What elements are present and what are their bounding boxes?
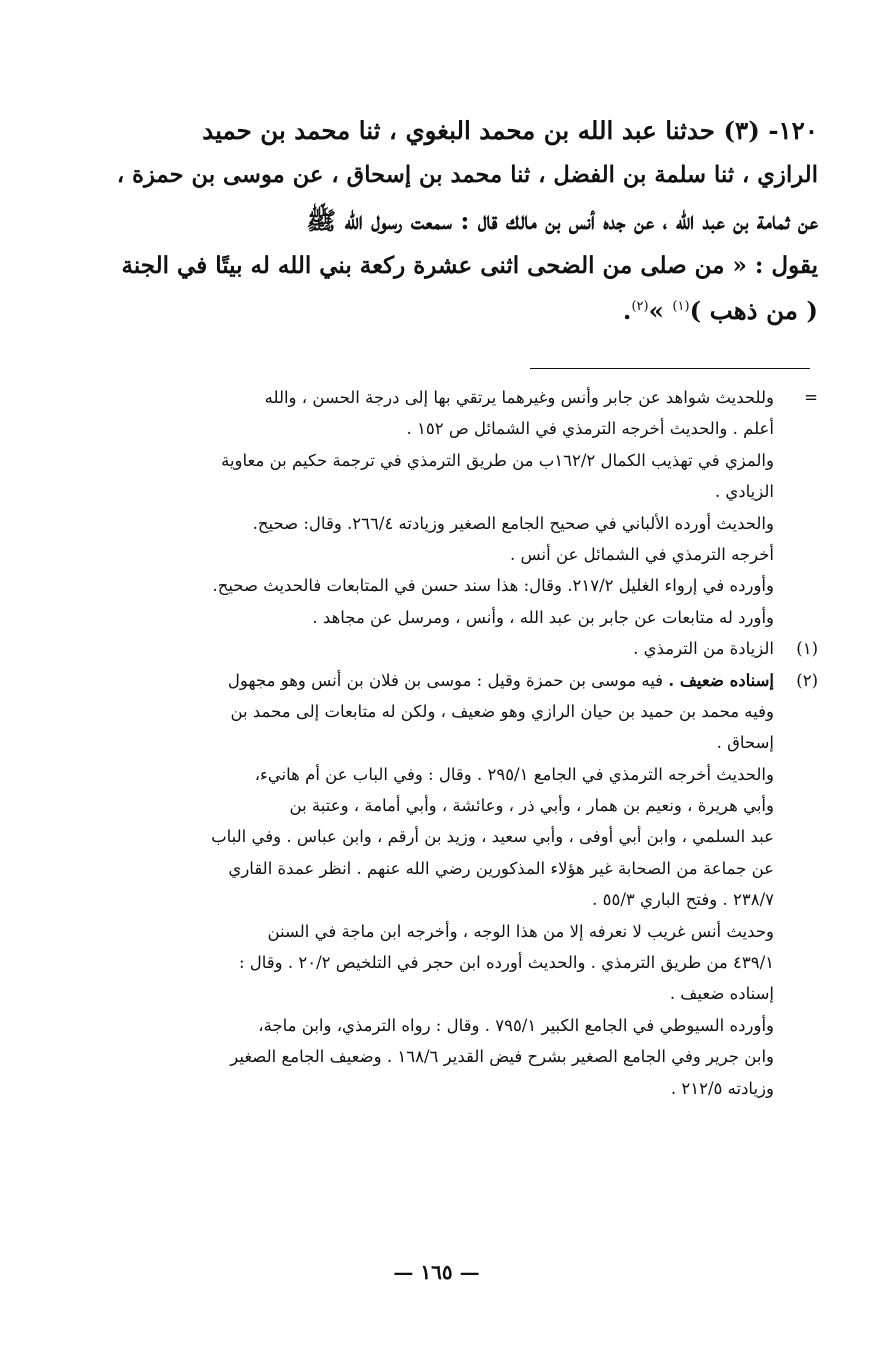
footnote-2-line-7: عن جماعة من الصحابة غير هؤلاء المذكورين رضي الله عنهم . انظر عمدة القاري xyxy=(228,858,774,878)
footnote-1-text: الزيادة من الترمذي . xyxy=(633,639,774,659)
fn-cont-text-1: وللحديث شواهد عن جابر وأنس وغيرهما يرتقي بها إلى درجة الحسن ، والله xyxy=(264,388,774,407)
footnote-2-line-9: وحديث أنس غريب لا نعرفه إلا من هذا الوجه ، وأخرجه ابن ماجة في السنن xyxy=(267,921,774,941)
fn-cont-line-4: الزيادي . xyxy=(714,482,774,502)
footnote-2-line-10: ٤٣٩/١ من طريق الترمذي . والحديث أورده ابن حجر في التلخيص ٢٠/٢ . وقال : xyxy=(238,953,774,973)
footnote-divider xyxy=(530,368,810,369)
main-line-5 xyxy=(118,288,818,333)
main-line-2: الرازي ، ثنا سلمة بن الفضل ، ثنا محمد بن إسحاق ، عن موسى بن حمزة ، xyxy=(116,162,818,188)
main-line-5-text: ( من ذهب ) xyxy=(689,296,818,325)
footnote-2-line-8: ٢٣٨/٧ . وفتح الباري ٥٥/٣ . xyxy=(592,890,774,910)
footnote-2-line-3: إسحاق . xyxy=(716,733,774,753)
main-line-1 xyxy=(118,108,818,153)
fn-cont-line-1 xyxy=(118,382,818,413)
footnote-2-text-1: فيه موسى بن حمزة وقيل : موسى بن فلان بن أنس وهو مجهول xyxy=(227,670,669,690)
fn-cont-line-5: والحديث أورده الألباني في صحيح الجامع الصغير وزيادته ٢٦٦/٤. وقال: صحيح. xyxy=(252,513,774,533)
hadith-number: ١٢٠- (٣) xyxy=(723,116,818,145)
hadith-main-text xyxy=(118,108,818,333)
page-number: — ١٦٥ — xyxy=(393,1260,480,1284)
footnote-2-bold: إسناده ضعيف . xyxy=(668,670,774,690)
footnote-2-line-13: وابن جرير وفي الجامع الصغير بشرح فيض القدير ١٦٨/٦ . وضعيف الجامع الصغير xyxy=(230,1047,774,1067)
footnote-2-line-5: وأبي هريرة ، ونعيم بن همار ، وأبي ذر ، وعائشة ، وأبي أمامة ، وعتبة بن xyxy=(289,796,774,816)
fn-cont-line-6: أخرجه الترمذي في الشمائل عن أنس . xyxy=(510,544,774,564)
footnote-1-marker: (١) xyxy=(796,639,818,659)
footnote-1 xyxy=(118,633,818,664)
footnote-2-line-14: وزيادته ٢١٢/٥ . xyxy=(670,1078,774,1098)
footnote-2-line-1 xyxy=(118,665,818,696)
fn-cont-line-2: أعلم . والحديث أخرجه الترمذي في الشمائل ص ١٥٢ . xyxy=(406,419,774,439)
footnote-ref-1: (١) xyxy=(672,298,690,314)
footnote-2-line-6: عبد السلمي ، وابن أبي أوفى ، وأبي سعيد ، وزيد بن أرقم ، وابن عباس . وفي الباب xyxy=(211,827,774,847)
continuation-marker: = xyxy=(804,388,818,407)
fn-cont-line-3: والمزي في تهذيب الكمال ١٦٢/٢ب من طريق الترمذي في ترجمة حكيم بن معاوية xyxy=(221,450,774,470)
main-line-4: يقول : « من صلى من الضحى اثنى عشرة ركعة بني الله له بيتًا في الجنة xyxy=(121,252,818,279)
fn-cont-line-7: وأورده في إرواء الغليل ٢١٧/٢. وقال: هذا سند حسن في المتابعات فالحديث صحيح. xyxy=(212,576,774,596)
footnote-2-line-12: وأورده السيوطي في الجامع الكبير ٧٩٥/١ . وقال : رواه الترمذي، وابن ماجة، xyxy=(258,1015,774,1035)
footnotes xyxy=(118,382,818,1104)
quote-close: » xyxy=(648,296,673,325)
footnote-2-line-11: إسناده ضعيف . xyxy=(669,984,774,1004)
main-line-3: عن ثمامة بن عبد الله ، عن جده أنس بن مالك قال : سمعت رسول الله ﷺ xyxy=(306,206,818,235)
footnote-2-line-4: والحديث أخرجه الترمذي في الجامع ٢٩٥/١ . وقال : وفي الباب عن أم هانيء، xyxy=(254,764,774,784)
main-line-1-text: حدثنا عبد الله بن محمد البغوي ، ثنا محمد بن حميد xyxy=(202,116,715,145)
footnote-ref-2: (٢) xyxy=(631,298,649,314)
line-end-dot: . xyxy=(622,296,632,325)
footnote-2-marker: (٢) xyxy=(796,670,818,690)
fn-cont-line-8: وأورد له متابعات عن جابر بن عبد الله ، وأنس ، ومرسل عن مجاهد . xyxy=(312,607,774,627)
footnote-2-line-2: وفيه محمد بن حميد بن حيان الرازي وهو ضعيف ، ولكن له متابعات إلى محمد بن xyxy=(230,701,774,721)
